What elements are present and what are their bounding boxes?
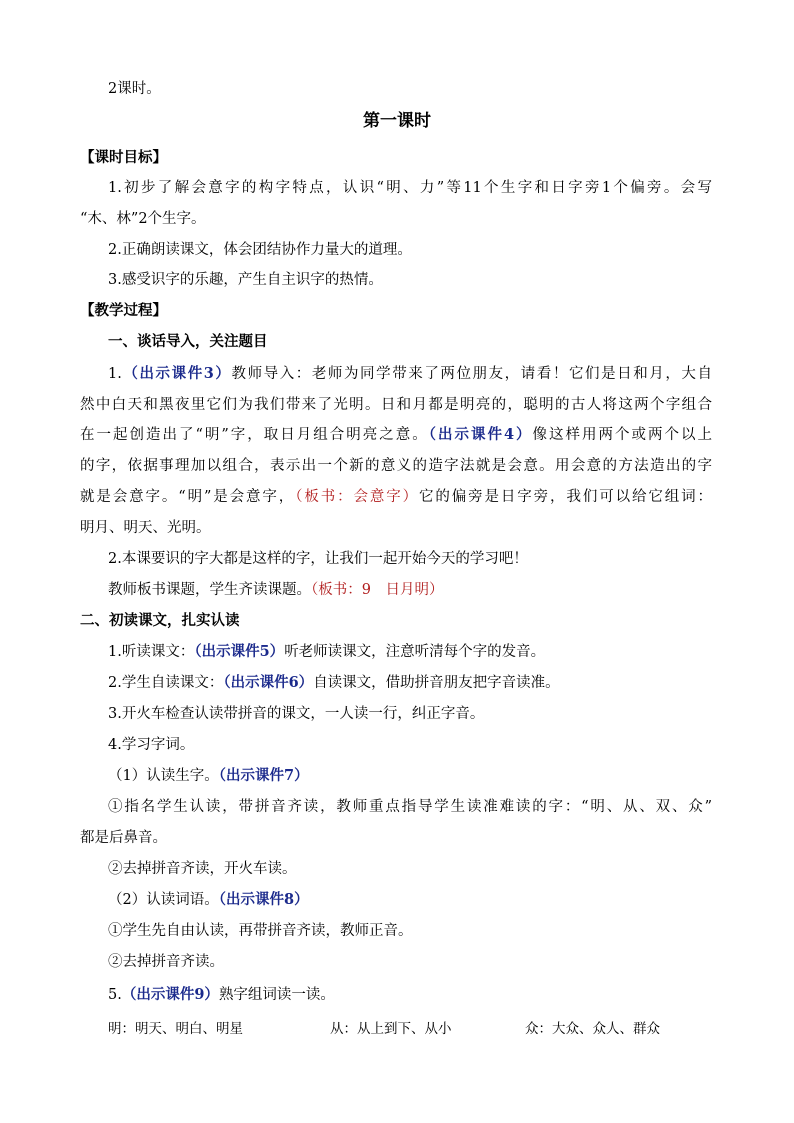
goals-heading: 【课时目标】: [80, 149, 167, 166]
step-5: 5.（出示课件9）熟字组词读一读。: [108, 986, 335, 1003]
goal-1-line-2: “木、林”2个生字。: [80, 211, 206, 227]
para-1-line-2: 然中白天和黑夜里它们为我们带来了光明。日和月都是明亮的，聪明的古人将这两个字组合: [80, 397, 712, 413]
section-2-heading: 二、初读课文，扎实认读: [80, 612, 240, 629]
step-3: 3.开火车检查认读带拼音的课文，一人读一行，纠正字音。: [108, 706, 485, 722]
goal-2: 2.正确朗读课文，体会团结协作力量大的道理。: [108, 242, 412, 258]
step-4: 4.学习字词。: [108, 737, 195, 753]
item-1-line-1: ①指名学生认读，带拼音齐读，教师重点指导学生读准难读的字：“明、从、双、众”: [108, 799, 712, 815]
para-1-line-1: 1.（出示课件3）教师导入：老师为同学带来了两位朋友，请看！它们是日和月，大自: [108, 365, 713, 382]
courseware-tag: （出示课件6）: [223, 674, 314, 691]
section-1-heading: 一、谈话导入，关注题目: [108, 333, 268, 350]
para-1-line-6: 明月、明天、光明。: [80, 520, 211, 536]
para-1-line-5: 就是会意字。“明”是会意字，（板书：会意字）它的偏旁是日字旁，我们可以给它组词：: [80, 489, 713, 505]
item-2: ②去掉拼音齐读，开火车读。: [108, 861, 297, 877]
board-note: （板书：9 日月明）: [311, 582, 444, 598]
para-1-line-3: 在一起创造出了“明”字，取日月组合明亮之意。（出示课件4）像这样用两个或两个以上: [80, 426, 713, 443]
goal-3: 3.感受识字的乐趣，产生自主识字的热情。: [108, 272, 383, 288]
courseware-tag: （出示课件4）: [428, 426, 533, 443]
courseware-tag: （出示课件8）: [218, 891, 309, 908]
step-4-1: （1）认读生字。（出示课件7）: [108, 767, 309, 784]
courseware-tag: （出示课件3）: [121, 365, 232, 382]
goal-1-line-1: 1.初步了解会意字的构字特点，认识“明、力”等11个生字和日字旁1个偏旁。会写: [108, 180, 712, 196]
example-ming: 明：明天、明白、明星: [108, 1021, 243, 1037]
item-1-line-2: 都是后鼻音。: [80, 830, 167, 846]
example-zhong: 众：大众、众人、群众: [525, 1021, 660, 1037]
step-4-2: （2）认读词语。（出示课件8）: [108, 891, 309, 908]
board-note: （板书：会意字）: [295, 489, 419, 505]
para-3: 教师板书课题，学生齐读课题。（板书：9 日月明）: [108, 582, 444, 598]
item-4: ②去掉拼音齐读。: [108, 954, 224, 970]
step-1: 1.听读课文：（出示课件5）听老师读课文，注意听清每个字的发音。: [108, 643, 546, 660]
example-cong: 从：从上到下、从小: [330, 1021, 452, 1037]
step-2: 2.学生自读课文：（出示课件6）自读课文，借助拼音朋友把字音读准。: [108, 674, 560, 691]
courseware-tag: （出示课件5）: [194, 643, 285, 660]
courseware-tag: （出示课件7）: [218, 767, 309, 784]
process-heading: 【教学过程】: [80, 302, 167, 319]
para-1-line-4: 的字，依据事理加以组合，表示出一个新的意义的造字法就是会意。用会意的方法造出的字: [80, 458, 712, 474]
lesson-title: 第一课时: [363, 111, 431, 131]
intro-text: 2课时。: [108, 81, 161, 97]
item-3: ①学生先自由认读，再带拼音齐读，教师正音。: [108, 923, 413, 939]
para-2: 2.本课要识的字大都是这样的字，让我们一起开始今天的学习吧！: [108, 551, 528, 567]
courseware-tag: （出示课件9）: [121, 986, 219, 1003]
